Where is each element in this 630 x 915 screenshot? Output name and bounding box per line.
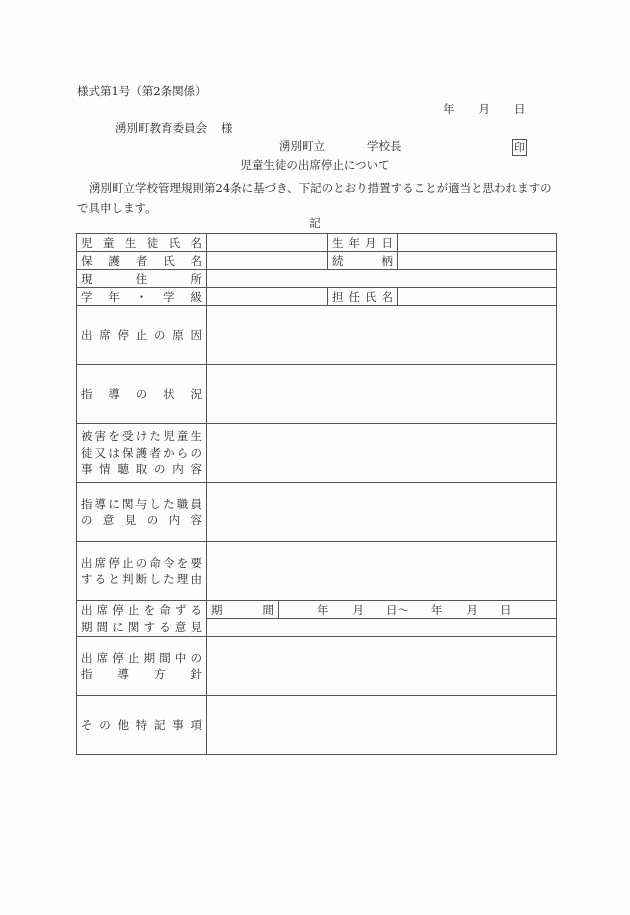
row-cause: [77, 306, 557, 365]
row-student-name: [77, 234, 557, 252]
homeroom-teacher-label: 担任氏名: [328, 288, 398, 306]
guardian-name-label: 保護者氏名: [77, 252, 207, 270]
label-line: 指導に関与した職員: [81, 496, 202, 511]
student-name-label: 児童生徒氏名: [77, 234, 207, 252]
guardian-name-field[interactable]: [207, 252, 328, 270]
label-line: すると判断した理由: [81, 572, 202, 586]
birthdate-label: 生年月日: [328, 234, 398, 252]
reason-label: [77, 542, 207, 601]
guidance-policy-field[interactable]: [207, 637, 557, 696]
grade-class-label: 学年・学級: [77, 288, 207, 306]
form-number: 様式第1号（第2条関係）: [77, 84, 207, 98]
period-range-field[interactable]: [279, 601, 557, 619]
period-label: 期間: [207, 601, 279, 619]
label-line: 出席停止期間中の: [81, 650, 202, 665]
date-year[interactable]: 年: [443, 102, 455, 116]
row-guidance-status: [77, 365, 557, 424]
address-label: 現住所: [77, 270, 207, 288]
sender-title: 学校長: [367, 139, 402, 153]
from-day: 日〜: [386, 602, 409, 617]
label-line: の意見の内容: [81, 513, 202, 527]
guidance-policy-label: [77, 637, 207, 696]
row-address: [77, 270, 557, 288]
row-other-notes: [77, 696, 557, 755]
seal-stamp: 印: [514, 141, 525, 154]
cause-field[interactable]: [207, 306, 557, 365]
sender: [279, 141, 402, 153]
row-victim-hearing: [77, 424, 557, 483]
cause-label: 出席停止の原因: [77, 306, 207, 365]
period-opinion-label: [77, 601, 207, 637]
other-notes-label: その他特記事項: [77, 696, 207, 755]
period-opinion-field[interactable]: [207, 619, 557, 637]
label-line: 期間に関する意見: [81, 619, 202, 634]
label-line: 出席停止を命ずる: [81, 603, 202, 617]
guidance-status-field[interactable]: [207, 365, 557, 424]
body-text: 湧別町立学校管理規則第24条に基づき、下記のとおり措置することが適当と思われますので具申します。: [77, 181, 552, 215]
application-form-table: [76, 233, 557, 755]
staff-opinion-label: [77, 483, 207, 542]
from-month: 月: [352, 602, 364, 617]
honorific: 様: [221, 121, 233, 135]
to-day: 日: [500, 602, 512, 617]
grade-class-field[interactable]: [207, 288, 328, 306]
relationship-field[interactable]: [398, 252, 557, 270]
student-name-field[interactable]: [207, 234, 328, 252]
row-reason: [77, 542, 557, 601]
addressee-name: 湧別町教育委員会: [115, 121, 207, 135]
sender-school[interactable]: 湧別町立: [279, 139, 325, 153]
staff-opinion-field[interactable]: [207, 483, 557, 542]
guidance-status-label: 指導の状況: [77, 365, 207, 424]
birthdate-field[interactable]: [398, 234, 557, 252]
victim-hearing-label: [77, 424, 207, 483]
row-guardian: [77, 252, 557, 270]
reason-field[interactable]: [207, 542, 557, 601]
homeroom-teacher-field[interactable]: [398, 288, 557, 306]
other-notes-field[interactable]: [207, 696, 557, 755]
from-year: 年: [317, 602, 329, 617]
relationship-label: 続柄: [328, 252, 398, 270]
label-line: 被害を受けた児童生: [81, 429, 202, 444]
to-month: 月: [466, 602, 478, 617]
row-grade-class: [77, 288, 557, 306]
to-year: 年: [431, 602, 443, 617]
row-guidance-policy: [77, 637, 557, 696]
date-day[interactable]: 日: [514, 102, 526, 116]
label-line: 徒又は保護者からの: [81, 445, 202, 460]
label-line: 出席停止の命令を要: [81, 555, 202, 570]
date-month[interactable]: 月: [478, 102, 490, 116]
ki-heading: 記: [309, 216, 321, 230]
row-period: [77, 601, 557, 619]
row-staff-opinion: [77, 483, 557, 542]
date-line: [443, 104, 526, 116]
label-line: 事情聴取の内容: [81, 462, 202, 477]
address-field[interactable]: [207, 270, 557, 288]
label-line: 指導方針: [81, 667, 202, 681]
addressee: [115, 123, 233, 135]
victim-hearing-field[interactable]: [207, 424, 557, 483]
document-title: 児童生徒の出席停止について: [240, 158, 390, 172]
